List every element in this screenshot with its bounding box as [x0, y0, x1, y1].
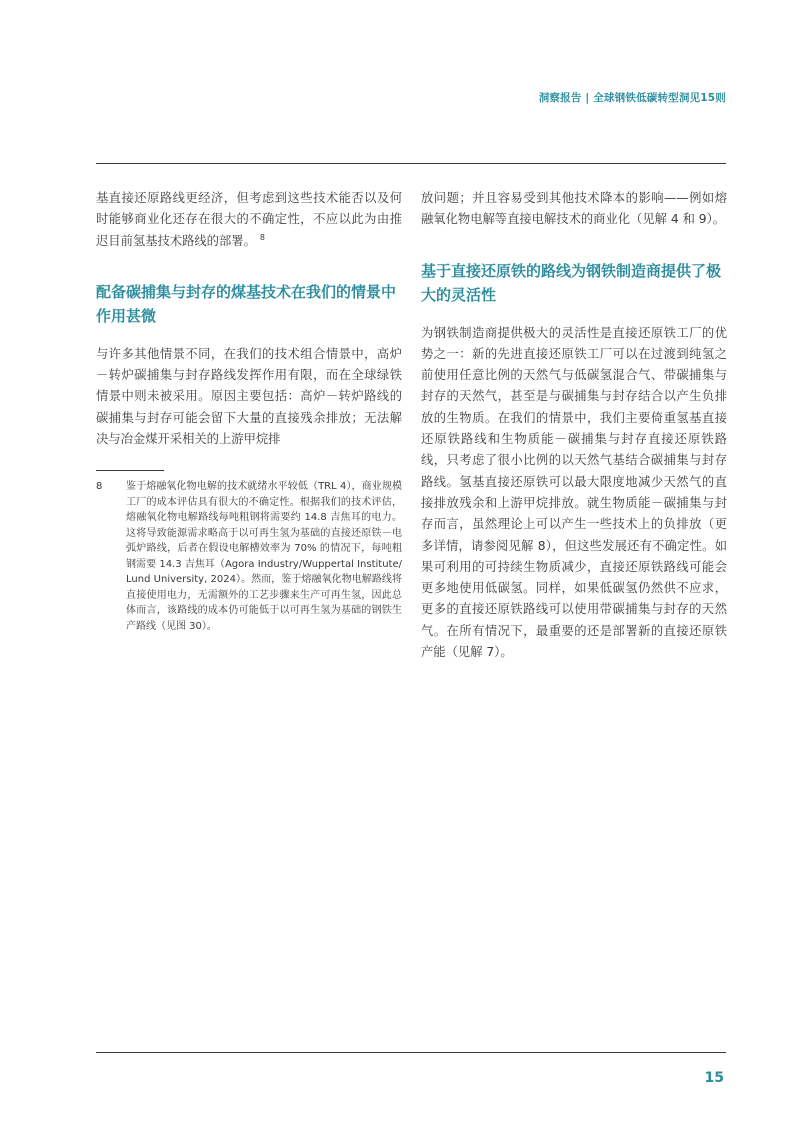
section-heading-coal-ccs: 配备碳捕集与封存的煤基技术在我们的情景中作用甚微 [96, 282, 397, 325]
right-intro-paragraph: 放问题；并且容易受到其他技术降本的影响——例如熔融氧化物电解等直接电解技术的商业化（见解 4 和 9）。 [421, 191, 727, 227]
header-divider [96, 163, 726, 164]
page-number: 15 [704, 1070, 724, 1086]
footnote-reference[interactable]: 8 [259, 232, 265, 242]
left-column [96, 188, 402, 634]
right-body-paragraph: 为钢铁制造商提供极大的灵活性是直接还原铁工厂的优势之一：新的先进直接还原铁工厂可以在过渡到纯氢之前使用任意比例的天然气与低碳氢混合气、带碳捕集与封存的天然气，甚至是与碳捕集与封存结合以产生负排放的生物质。在我们的情景中，我们主要倚重氢基直接还原铁路线和生物质能－碳捕集与封存直接还原铁路线，只考虑了很小比例的以天然气基结合碳捕集与封存路线。氢基直接还原铁可以最大限度地减少天然气的直接排放残余和上游甲烷排放。就生物质能－碳捕集与封存而言，虽然理论上可以产生一些技术上的负排放（更多详情，请参阅见解 8），但这些发展还有不确定性。如果可利用的可持续生物质减少，直接还原铁路线可能会更多地使用低碳氢。同样，如果低碳氢仍然供不应求，更多的直接还原铁路线可以使用带碳捕集与封存的天然气。在所有情况下，最重要的还是部署新的直接还原铁产能（见解 7）。 [421, 325, 727, 660]
footer-divider [96, 1052, 726, 1053]
footnote-text: 鉴于熔融氧化物电解的技术就绪水平较低（TRL 4），商业规模工厂的成本评估具有很大的不确定性。根据我们的技术评估，熔融氧化物电解路线每吨粗钢将需要约 14.8 吉焦耳的电力。这将导致能源需求略高于以可再生氢为基础的直接还原铁－电弧炉路线，后者在假设电解槽效率为 70% 的情况下，每吨粗钢需要 14.3 吉焦耳（Agora Industry/Wuppertal Institute/Lund University, 2024）。然而，鉴于熔融氧化物电解路线将直接使用电力，无需额外的工艺步骤来生产可再生氢，因此总体而言，该路线的成本仍可能低于以可再生氢为基础的钢铁生产路线（见图 30）。 [126, 481, 402, 632]
footnote [96, 479, 402, 634]
right-column [421, 188, 727, 663]
left-intro-text: 基直接还原路线更经济，但考虑到这些技术能否以及何时能够商业化还存在很大的不确定性，不应以此为由推迟目前氢基技术路线的部署。 [96, 191, 402, 248]
running-header: 洞察报告 | 全球钢铁低碳转型洞见15则 [538, 92, 726, 104]
footnote-number: 8 [96, 481, 103, 493]
left-body-paragraph: 与许多其他情景不同，在我们的技术组合情景中，高炉－转炉碳捕集与封存路线发挥作用有限，而在全球绿铁情景中则未被采用。原因主要包括：高炉－转炉路线的碳捕集与封存可能会留下大量的直接残余排放；无法解决与冶金煤开采相关的上游甲烷排 [96, 346, 402, 447]
section-heading-dri-flexibility: 基于直接还原铁的路线为钢铁制造商提供了极大的灵活性 [421, 261, 722, 304]
left-intro-paragraph [96, 188, 402, 252]
footnote-divider [96, 470, 164, 471]
